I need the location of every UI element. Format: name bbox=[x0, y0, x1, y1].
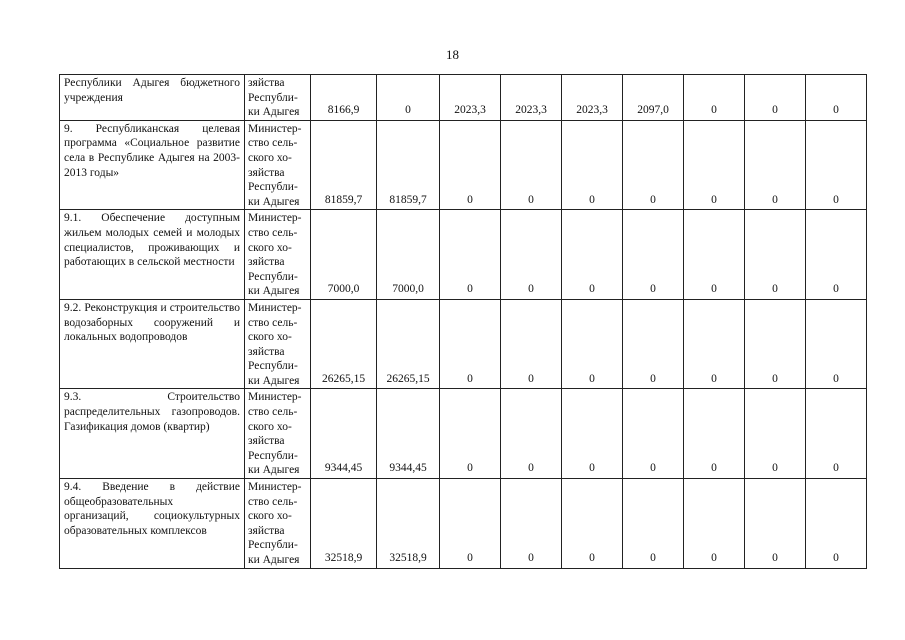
row-value: 32518,9 bbox=[377, 479, 440, 569]
row-value: 0 bbox=[501, 299, 562, 389]
row-value: 0 bbox=[623, 210, 684, 300]
row-value: 0 bbox=[440, 120, 501, 210]
row-value: 0 bbox=[745, 479, 806, 569]
row-value: 0 bbox=[745, 120, 806, 210]
row-value: 0 bbox=[501, 479, 562, 569]
row-value: 0 bbox=[562, 479, 623, 569]
row-value: 0 bbox=[684, 389, 745, 479]
row-value: 0 bbox=[623, 120, 684, 210]
row-responsible: Министер- ство сель- ского хо- зяйства Республи- ки Адыгея bbox=[245, 120, 311, 210]
row-responsible: зяйства Республи- ки Адыгея bbox=[245, 75, 311, 121]
row-value: 7000,0 bbox=[377, 210, 440, 300]
row-title: Республики Адыгея бюджетного учреждения bbox=[60, 75, 245, 121]
row-value: 0 bbox=[745, 210, 806, 300]
row-value: 8166,9 bbox=[311, 75, 377, 121]
table-row bbox=[60, 75, 867, 121]
row-value: 0 bbox=[440, 210, 501, 300]
row-value: 2023,3 bbox=[440, 75, 501, 121]
row-value: 0 bbox=[440, 479, 501, 569]
row-value: 0 bbox=[684, 120, 745, 210]
row-value: 0 bbox=[501, 120, 562, 210]
row-value: 26265,15 bbox=[311, 299, 377, 389]
row-value: 0 bbox=[806, 120, 867, 210]
row-value: 7000,0 bbox=[311, 210, 377, 300]
row-value: 0 bbox=[684, 210, 745, 300]
row-responsible: Министер- ство сель- ского хо- зяйства Республи- ки Адыгея bbox=[245, 389, 311, 479]
row-value: 0 bbox=[745, 75, 806, 121]
row-responsible: Министер- ство сель- ского хо- зяйства Республи- ки Адыгея bbox=[245, 479, 311, 569]
row-value: 0 bbox=[623, 479, 684, 569]
row-responsible: Министер- ство сель- ского хо- зяйства Республи- ки Адыгея bbox=[245, 299, 311, 389]
row-value: 26265,15 bbox=[377, 299, 440, 389]
row-value: 32518,9 bbox=[311, 479, 377, 569]
row-title: 9.3. Строительство распределительных газопроводов. Газификация домов (квартир) bbox=[60, 389, 245, 479]
row-title: 9.1. Обеспечение доступным жильем молодых семей и молодых специалистов, проживающих и работающих в сельской местности bbox=[60, 210, 245, 300]
row-responsible: Министер- ство сель- ского хо- зяйства Республи- ки Адыгея bbox=[245, 210, 311, 300]
row-value: 0 bbox=[562, 389, 623, 479]
row-value: 0 bbox=[806, 299, 867, 389]
row-value: 0 bbox=[440, 389, 501, 479]
row-value: 0 bbox=[623, 389, 684, 479]
row-value: 0 bbox=[562, 299, 623, 389]
row-value: 0 bbox=[501, 210, 562, 300]
row-value: 2023,3 bbox=[562, 75, 623, 121]
row-title: 9.2. Реконструкция и строительство водозаборных сооружений и локальных водопроводов bbox=[60, 299, 245, 389]
table-row bbox=[60, 120, 867, 210]
row-value: 0 bbox=[806, 210, 867, 300]
row-value: 0 bbox=[806, 75, 867, 121]
row-value: 0 bbox=[377, 75, 440, 121]
table-row bbox=[60, 479, 867, 569]
row-value: 81859,7 bbox=[311, 120, 377, 210]
row-value: 0 bbox=[684, 479, 745, 569]
budget-table bbox=[59, 74, 867, 569]
row-value: 0 bbox=[745, 389, 806, 479]
row-value: 9344,45 bbox=[311, 389, 377, 479]
table-row bbox=[60, 299, 867, 389]
row-title: 9. Республиканская целевая программа «Социальное развитие села в Республике Адыгея на 2003-2013 годы» bbox=[60, 120, 245, 210]
row-value: 9344,45 bbox=[377, 389, 440, 479]
row-value: 2097,0 bbox=[623, 75, 684, 121]
row-value: 0 bbox=[684, 299, 745, 389]
row-value: 0 bbox=[806, 389, 867, 479]
row-value: 0 bbox=[562, 120, 623, 210]
row-value: 0 bbox=[623, 299, 684, 389]
page-number: 18 bbox=[446, 47, 459, 62]
row-value: 0 bbox=[806, 479, 867, 569]
table-row bbox=[60, 389, 867, 479]
row-title: 9.4. Введение в действие общеобразовательных организаций, социокультурных образовательных комплексов bbox=[60, 479, 245, 569]
table-row bbox=[60, 210, 867, 300]
row-value: 81859,7 bbox=[377, 120, 440, 210]
row-value: 2023,3 bbox=[501, 75, 562, 121]
row-value: 0 bbox=[562, 210, 623, 300]
row-value: 0 bbox=[440, 299, 501, 389]
row-value: 0 bbox=[501, 389, 562, 479]
row-value: 0 bbox=[745, 299, 806, 389]
row-value: 0 bbox=[684, 75, 745, 121]
